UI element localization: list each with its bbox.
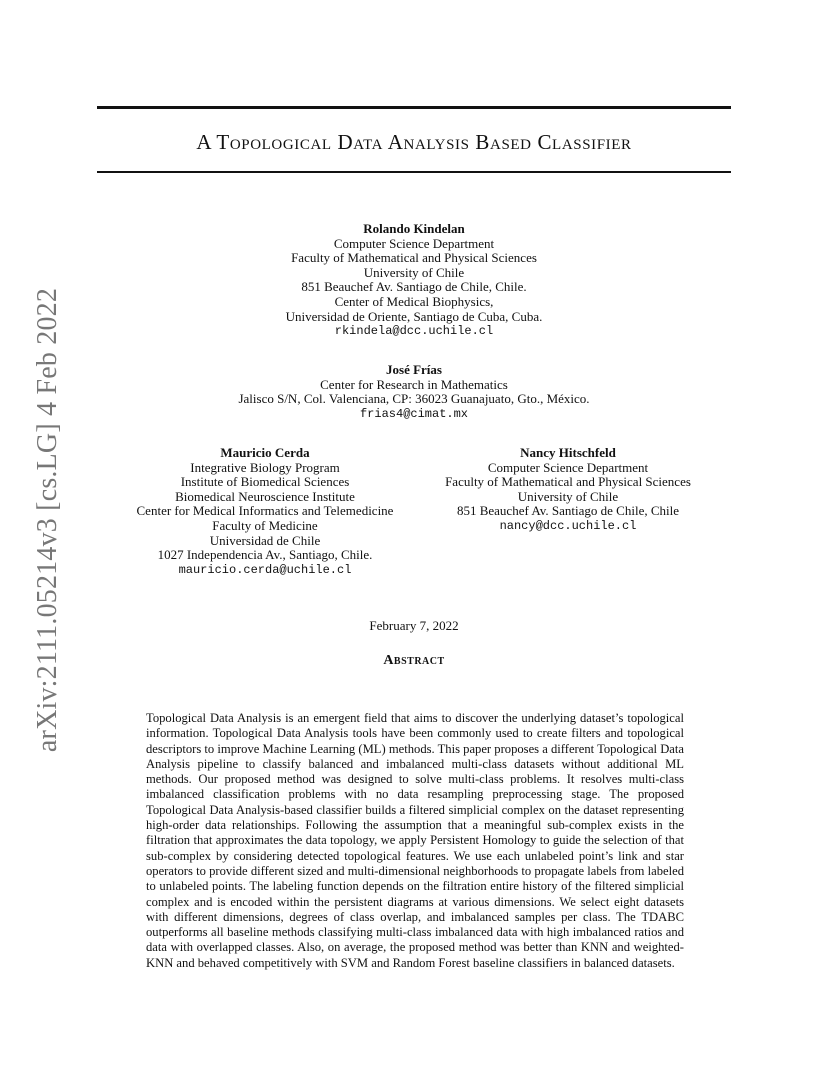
author-affiliation-line: Computer Science Department (333, 235, 495, 251)
author-name: Rolando Kindelan (363, 221, 465, 236)
author-affiliation-line: Universidad de Oriente, Santiago de Cuba, Cuba. (285, 308, 543, 324)
author-name: Nancy Hitschfeld (520, 445, 616, 460)
paper-date: February 7, 2022 (369, 618, 459, 633)
author-name: Mauricio Cerda (220, 445, 310, 460)
author-affiliation-line: Jalisco S/N, Col. Valenciana, CP: 36023 Guanajuato, Gto., México. (238, 391, 590, 407)
author-affiliation-line: Faculty of Medicine (212, 517, 318, 533)
author-affiliation-line: Faculty of Mathematical and Physical Sciences (291, 250, 537, 266)
author-block-cerda (120, 446, 410, 577)
author-email-link[interactable]: mauricio.cerda@uchile.cl (178, 562, 352, 577)
author-affiliation-line: Center for Medical Informatics and Telemedicine (136, 503, 394, 519)
abstract-heading: Abstract (383, 653, 445, 668)
author-name: José Frías (386, 362, 442, 377)
author-affiliation-line: Computer Science Department (487, 459, 649, 475)
author-block-frias (0, 363, 828, 421)
author-affiliation-line: University of Chile (517, 488, 619, 504)
author-affiliation-line: 851 Beauchef Av. Santiago de Chile, Chile. (301, 279, 527, 295)
author-affiliation-line: 1027 Independencia Av., Santiago, Chile. (157, 547, 373, 563)
title-top-rule (97, 106, 731, 109)
title-bottom-rule (97, 171, 731, 173)
author-affiliation-line: Integrative Biology Program (190, 459, 340, 475)
author-affiliation-line: Biomedical Neuroscience Institute (175, 488, 355, 504)
author-affiliation-line: Center of Medical Biophysics, (334, 293, 494, 309)
abstract-body: Topological Data Analysis is an emergent field that aims to discover the underlying dataset’s topological information. Topological Data Analysis tools have been commonly used to create filters and topological descriptors to improve Machine Learning (ML) methods. This paper proposes a different Topological Data Analysis pipeline to classify balanced and imbalanced multi-class datasets without additional ML methods. Our proposed method was designed to solve multi-class problems. It resolves multi-class imbalanced classification problems with no data resampling preprocessing stage. The proposed Topological Data Analysis-based classifier builds a filtered simplicial complex on the dataset representing high-order data relationships. Following the assumption that a meaningful sub-complex exists in the filtration that approximates the data topology, we apply Persistent Homology to guide the selection of that sub-complex by considering detected topological features. We use each unlabeled point’s link and star operators to provide different sized and multi-dimensional neighborhoods to propagate labels from labeled to unlabeled points. The labeling function depends on the filtration entire history of the filtered simplicial complex and is encoded within the persistent diagrams at various dimensions. We select eight datasets with different dimensions, degrees of class overlap, and imbalanced samples per class. The TDABC outperforms all baseline methods classifying multi-class imbalanced data with high imbalanced ratios and data with overlapped classes. Also, on average, the proposed method was better than KNN and weighted-KNN and behaved competitively with SVM and Random Forest baseline classifiers in balanced datasets. (146, 711, 684, 970)
author-affiliation-line: 851 Beauchef Av. Santiago de Chile, Chile (456, 503, 680, 519)
author-affiliation-line: Center for Research in Mathematics (320, 376, 508, 392)
author-block-hitschfeld (428, 446, 708, 534)
author-affiliation-line: University of Chile (363, 264, 465, 280)
paper-title: A Topological Data Analysis Based Classifier (196, 130, 632, 154)
arxiv-identifier: arXiv:2111.05214v3 [cs.LG] 4 Feb 2022 (32, 287, 63, 753)
author-affiliation-line: Universidad de Chile (209, 532, 321, 548)
author-email-link[interactable]: frias4@cimat.mx (359, 406, 469, 421)
author-affiliation-line: Faculty of Mathematical and Physical Sciences (445, 474, 691, 490)
author-block-kindelan (0, 222, 828, 339)
author-email-link[interactable]: nancy@dcc.uchile.cl (499, 518, 637, 533)
author-email-link[interactable]: rkindela@dcc.uchile.cl (334, 324, 494, 339)
author-affiliation-line: Institute of Biomedical Sciences (180, 474, 350, 490)
